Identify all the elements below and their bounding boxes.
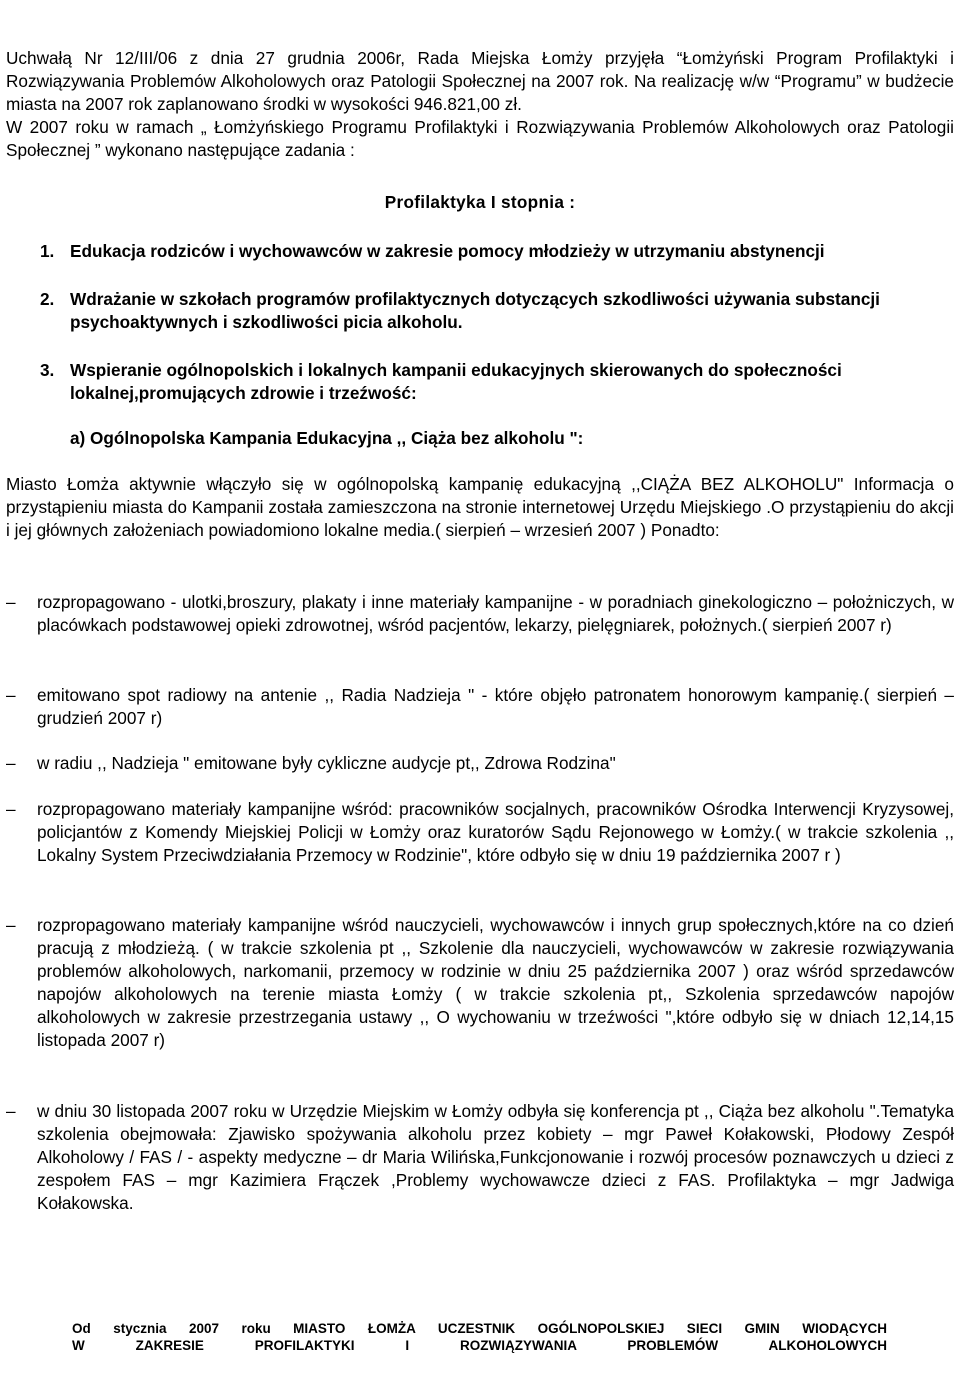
- bullet-dash: –: [6, 753, 16, 773]
- intro-paragraph-resolution: Uchwałą Nr 12/III/06 z dnia 27 grudnia 2006r, Rada Miejska Łomży przyjęła “Łomżyński Program Profilaktyki i Rozwiązywania Problemów Alkoholowych oraz Patologii Społecznej na 2007 rok. Na realizację w/w “Programu” w budżecie miasta na 2007 rok zaplanowano środki w wysokości 946.821,00 zł.: [6, 48, 954, 114]
- intro-section: [6, 47, 954, 162]
- bullet-text: rozpropagowano materiały kampanijne wśród: pracowników socjalnych, pracowników Ośrodka Interwencji Kryzysowej, policjantów z Komendy Miejskiej Policji w Łomży oraz kuratorów Sądu Rejonowego w Łomży.( w trakcie szkolenia ,, Lokalny System Przeciwdziałania Przemocy w Rodzinie", które odbyło się w dniu 19 października 2007 r ): [37, 799, 954, 865]
- bullet-text: rozpropagowano materiały kampanijne wśród nauczycieli, wychowawców i innych grup społecznych,które na co dzień pracują z młodzieżą. ( w trakcie szkolenia pt ,, Szkolenie dla nauczycieli, wychowawców w zakresie rozwiązywania problemów alkoholowych, narkomanii, przemocy w rodzinie w dniu 25 października 2007 ) oraz wśród sprzedawców napojów alkoholowych na terenie miasta Łomży ( w trakcie szkolenia pt,, Szkolenia sprzedawców napojów alkoholowych w zakresie przestrzegania ustawy ,, O wychowaniu w trzeźwości ",które odbyło się w dniach 12,14,15 listopada 2007 r): [37, 915, 954, 1050]
- footer-line-2: W ZAKRESIE PROFILAKTYKI I ROZWIĄZYWANIA PROBLEMÓW ALKOHOLOWYCH: [72, 1338, 887, 1353]
- numbered-item-text: Wdrażanie w szkołach programów profilaktycznych dotyczących szkodliwości używania substancji psychoaktywnych i szkodliwości picia alkoholu.: [70, 289, 880, 332]
- numbered-item-text: Edukacja rodziców i wychowawców w zakresie pomocy młodzieży w utrzymaniu abstynencji: [70, 241, 825, 261]
- numbered-item-number: 2.: [40, 289, 55, 309]
- bullet-text: emitowano spot radiowy na antenie ,, Radia Nadzieja " - które objęło patronatem honorowym kampanię.( sierpień – grudzień 2007 r): [37, 685, 954, 728]
- section-heading: Profilaktyka I stopnia :: [384, 192, 576, 212]
- bullet-item-6: [6, 1100, 954, 1215]
- bullet-text: w dniu 30 listopada 2007 roku w Urzędzie Miejskim w Łomży odbyła się konferencja pt ,, Ciąża bez alkoholu ".Tematyka szkolenia obejmowała: Zjawisko spożywania alkoholu przez kobiety – mgr Paweł Kołakowski, Płodowy Zespół Alkoholowy / FAS / - aspekty medyczne – dr Maria Wilińska,Funkcjonowanie i rozwój procesów poznawczych u dzieci z zespołem FAS – mgr Kazimiera Frączek ,Problemy wychowawcze dzieci z FAS. Profilaktyka – mgr Jadwiga Kołakowska.: [37, 1101, 954, 1213]
- bullet-dash: –: [6, 1101, 16, 1121]
- campaign-description: [6, 473, 954, 542]
- campaign-description-text: Miasto Łomża aktywnie włączyło się w ogólnopolską kampanię edukacyjną ,,CIĄŻA BEZ ALKOHOLU" Informacja o przystąpieniu miasta do Kampanii została zamieszczona na stronie internetowej Urzędu Miejskiego .O przystąpieniu do akcji i jej głównych założeniach powiadomiono lokalne media.( sierpień – wrzesień 2007 ) Ponadto:: [6, 474, 954, 540]
- numbered-item-number: 1.: [40, 241, 55, 261]
- footer-note: [72, 1320, 887, 1354]
- bullet-item-3: [6, 752, 954, 775]
- bullet-item-1: [6, 591, 954, 637]
- intro-paragraph-tasks: W 2007 roku w ramach „ Łomżyńskiego Programu Profilaktyki i Rozwiązywania Problemów Alkoholowych oraz Patologii Społecznej ” wykonano następujące zadania :: [6, 117, 954, 160]
- bullet-dash: –: [6, 799, 16, 819]
- bullet-text: rozpropagowano - ulotki,broszury, plakaty i inne materiały kampanijne - w poradniach ginekologiczno – położniczych, w placówkach podstawowej opieki zdrowotnej, wśród pacjentów, lekarzy, pielęgniarek, położnych.( sierpień 2007 r): [37, 592, 954, 635]
- numbered-item-number: 3.: [40, 360, 55, 380]
- bullet-item-5: [6, 914, 954, 1052]
- bullet-dash: –: [6, 915, 16, 935]
- bullet-dash: –: [6, 592, 16, 612]
- bullet-dash: –: [6, 685, 16, 705]
- footer-line-1: Od stycznia 2007 roku MIASTO ŁOMŻA UCZESTNIK OGÓLNOPOLSKIEJ SIECI GMIN WIODĄCYCH: [72, 1321, 887, 1336]
- numbered-item-text: Wspieranie ogólnopolskich i lokalnych kampanii edukacyjnych skierowanych do społeczności lokalnej,promujących zdrowie i trzeźwość:: [70, 360, 842, 403]
- bullet-item-4: [6, 798, 954, 867]
- numbered-item-3: [40, 359, 955, 405]
- numbered-item-1: [40, 240, 955, 263]
- numbered-item-2: [40, 288, 955, 334]
- bullet-item-2: [6, 684, 954, 730]
- campaign-subheading: a) Ogólnopolska Kampania Edukacyjna ,, Ciąża bez alkoholu ":: [70, 428, 584, 448]
- bullet-text: w radiu ,, Nadzieja " emitowane były cykliczne audycje pt,, Zdrowa Rodzina": [37, 753, 616, 773]
